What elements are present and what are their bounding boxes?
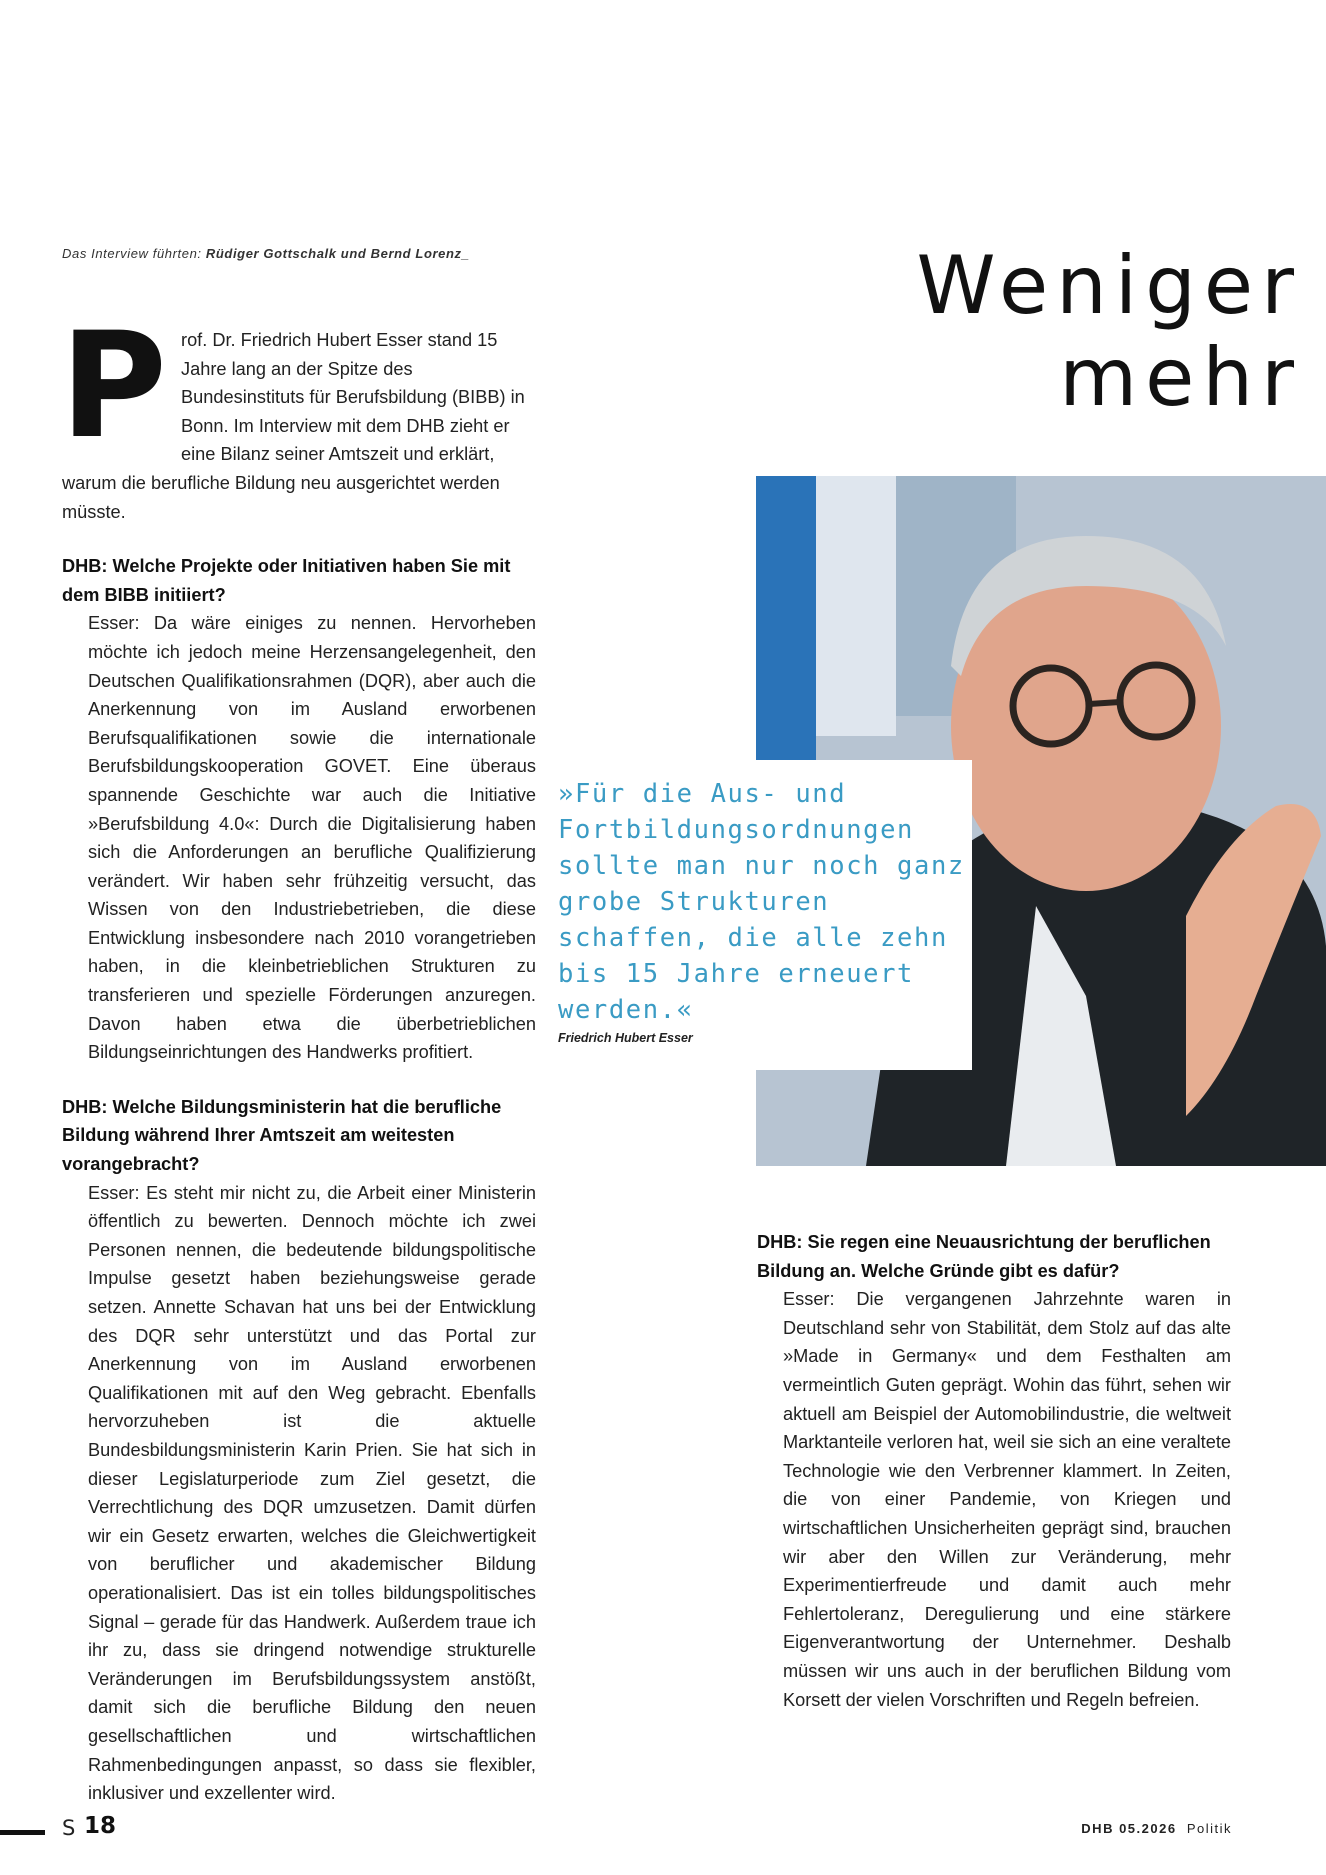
- title-line-2: mehr: [1059, 331, 1302, 424]
- footer-rule: [0, 1830, 45, 1835]
- credit-names: Rüdiger Gottschalk und Bernd Lorenz_: [205, 246, 470, 261]
- answer-1: Esser: Da wäre einiges zu nennen. Hervorheben möchte ich jedoch meine Herzensangelegenheit, den Deutschen Qualifikationsrahmen (DQR), aber auch die Anerkennung von im Ausland erworbenen Berufsqualifikationen sowie die internationale Berufsbildungskooperation GOVET. Eine überaus spannende Geschichte war auch die Initiative »Berufsbildung 4.0«: Durch die Digitalisierung haben sich die Anforderungen an berufliche Qualifizierung verändert. Wir haben sehr frühzeitig versucht, das Wissen von den Industriebetrieben, die diese Entwicklung insbesondere nach 2010 vorangetrieben haben, in die kleinbetrieblichen Strukturen zu transferieren und spezielle Förderungen anzuregen. Davon haben etwa die überbetrieblichen Bildungseinrichtungen des Handwerks profitiert.: [88, 613, 536, 1063]
- footer-issue: [1081, 1821, 1232, 1836]
- interview-credit: [62, 246, 469, 261]
- credit-prefix: Das Interview führten:: [62, 246, 202, 261]
- pull-quote-text: »Für die Aus- und Fortbildungsordnungen sollte man nur noch ganz grobe Strukturen schaffen, die alle zehn bis 15 Jahre erneuert werden.«: [558, 779, 965, 1025]
- page-number: 18: [84, 1813, 117, 1839]
- intro-text: rof. Dr. Friedrich Hubert Esser stand 15 Jahre lang an der Spitze des Bundesinstituts für Berufsbildung (BIBB) in Bonn. Im Interview mit dem DHB zieht er eine Bilanz seiner Amtszeit und erklärt, warum die berufliche Bildung neu ausgerichtet werden müsste.: [62, 330, 525, 522]
- right-column: [757, 1228, 1231, 1714]
- page-prefix: S: [62, 1816, 76, 1840]
- pull-quote-author: Friedrich Hubert Esser: [558, 1031, 693, 1045]
- section-label: Politik: [1186, 1821, 1232, 1836]
- answer-3: Esser: Die vergangenen Jahrzehnte waren in Deutschland sehr von Stabilität, dem Stolz auf das alte »Made in Germany« und dem Festhalten am vermeintlich Guten geprägt. Wohin das führt, sehen wir aktuell am Beispiel der Automobilindustrie, die weltweit Marktanteile verloren hat, weil sie sich an eine veraltete Technologie wie den Verbrenner klammert. In Zeiten, die von einer Pandemie, von Kriegen und wirtschaftlichen Unsicherheiten geprägt sind, brauchen wir aber den Willen zur Veränderung, mehr Experimentierfreude und damit auch mehr Fehlertoleranz, Deregulierung und eine stärkere Eigenverantwortung der Unternehmer. Deshalb müssen wir uns auch in der beruflichen Bildung vom Korsett der vielen Vorschriften und Regeln befreien.: [783, 1289, 1231, 1710]
- intro-paragraph: [60, 301, 536, 526]
- issue-label: DHB 05.2026: [1081, 1821, 1177, 1836]
- dropcap-letter: P: [60, 301, 168, 471]
- question-2: DHB: Welche Bildungsministerin hat die berufliche Bildung während Ihrer Amtszeit am weitesten vorangebracht?: [62, 1096, 502, 1175]
- article-title: [742, 240, 1302, 424]
- title-line-1: Weniger: [916, 239, 1302, 332]
- question-1: DHB: Welche Projekte oder Initiativen haben Sie mit dem BIBB initiiert?: [62, 556, 511, 605]
- answer-2: Esser: Es steht mir nicht zu, die Arbeit einer Ministerin öffentlich zu bewerten. Dennoch möchte ich zwei Personen nennen, die bedeutende bildungspolitische Impulse gesetzt haben beziehungsweise gerade setzen. Annette Schavan hat uns bei der Entwicklung des DQR sehr unterstützt und das Portal zur Anerkennung von im Ausland erworbenen Qualifikationen mit auf den Weg gebracht. Ebenfalls hervorzuheben ist die aktuelle Bundesbildungsministerin Karin Prien. Sie hat sich in dieser Legislaturperiode zum Ziel gesetzt, die Verrechtlichung des DQR umzusetzen. Damit dürfen wir ein Gesetz erwarten, welches die Gleichwertigkeit von beruflicher und akademischer Bildung operationalisiert. Das ist ein tolles bildungspolitisches Signal – gerade für das Handwerk. Außerdem traue ich ihr zu, dass sie dringend notwendige strukturelle Veränderungen im Berufsbildungssystem anstößt, damit sich die berufliche Bildung den neuen gesellschaftlichen und wirtschaftlichen Rahmenbedingungen anpasst, so dass sie flexibler, inklusiver und exzellenter wird.: [88, 1182, 536, 1804]
- question-3: DHB: Sie regen eine Neuausrichtung der beruflichen Bildung an. Welche Gründe gibt es dafür?: [757, 1232, 1211, 1281]
- left-column: [60, 301, 536, 1808]
